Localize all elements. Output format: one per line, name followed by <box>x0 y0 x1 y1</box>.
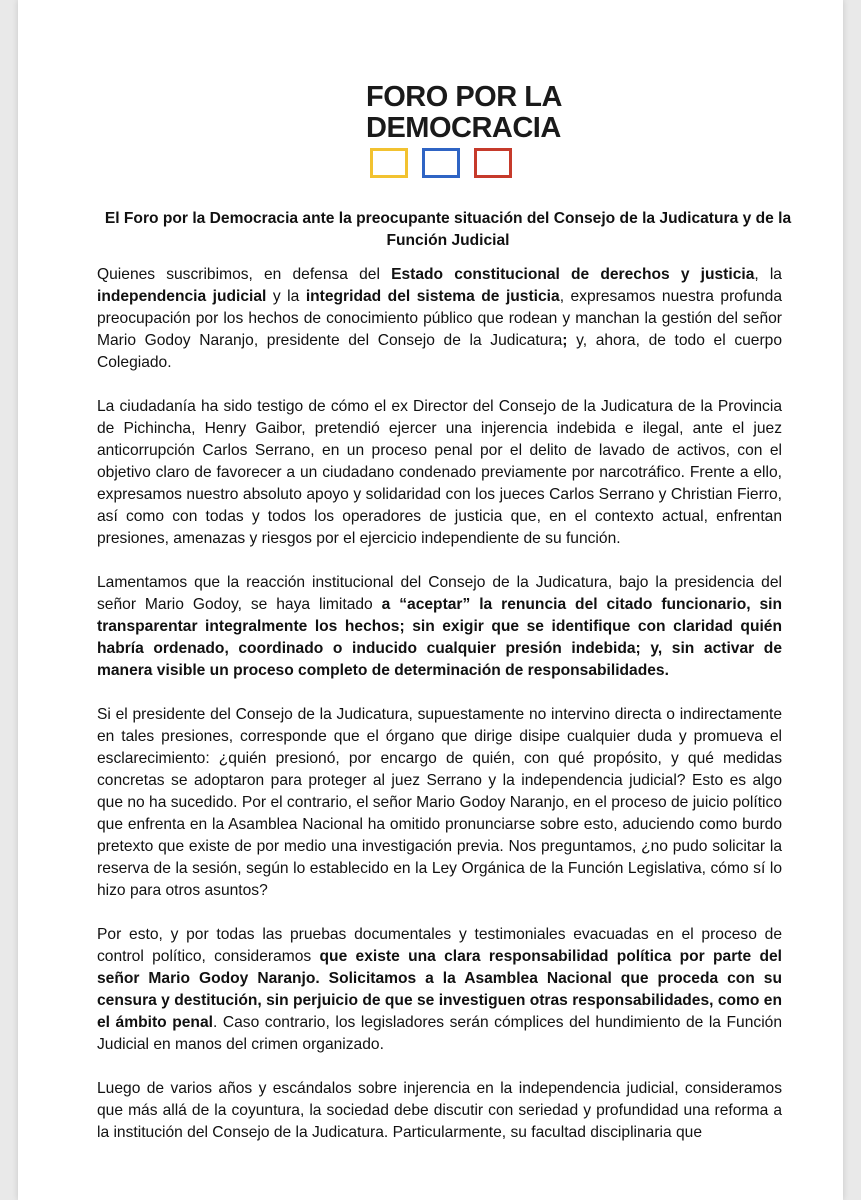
paragraph-6: Luego de varios años y escándalos sobre injerencia en la independencia judicial, consideramos que más allá de la coyuntura, la sociedad debe discutir con seriedad y profundidad una reforma a la institución del Consejo de la Judicatura. Particularmente, su facultad disciplinaria que <box>97 1080 782 1141</box>
p5-text-2: . Caso contrario, los legisladores serán cómplices del hundimiento de la Función Judicial en manos del crimen organizado. <box>97 1014 783 1053</box>
p1-bold-4: ; <box>562 332 568 349</box>
p3-text-1: Lamentamos que la reacción institucional del Consejo de la Judicatura, bajo la presidencia del señor Mario Godoy, se haya limitado <box>97 574 782 613</box>
p1-bold-2: independencia judicial <box>97 288 267 305</box>
p1-bold-1: Estado constitucional de derechos y justicia <box>391 266 755 283</box>
p1-text-4: , expresamos nuestra profunda preocupación por los hechos de conocimiento público que rodean y manchan la gestión del señor Mario Godoy Naranjo, presidente del Consejo de la Judicatura <box>97 288 782 349</box>
p1-text-1: Quienes suscribimos, en defensa del <box>97 266 392 283</box>
paragraph-3 <box>97 572 782 682</box>
paragraph-4: Si el presidente del Consejo de la Judicatura, supuestamente no intervino directa o indirectamente en tales presiones, corresponde que el órgano que dirige disipe cualquier duda y promueva el esclarecimiento: ¿quién presionó, por encargo de quién, con qué propósito, y qué medidas concretas se adoptaron para proteger al juez Serrano y la independencia judicial? Esto es algo que no ha sucedido. Por el contrario, el señor Mario Godoy Naranjo, en el proceso de juicio político que enfrenta en la Asamblea Nacional ha omitido pronunciarse sobre esto, aduciendo como burdo pretexto que existe de por medio una investigación previa. Nos preguntamos, ¿no pudo solicitar la reserva de la sesión, según lo establecido en la Ley Orgánica de la Función Legislativa, cómo sí lo hizo para otros asuntos? <box>97 706 782 899</box>
logo-line-2: DEMOCRACIA <box>366 112 561 144</box>
p1-text-2: , la <box>754 266 782 283</box>
p1-text-5: y, ahora, de todo el cuerpo Colegiado. <box>97 332 782 371</box>
logo-color-boxes <box>370 148 520 180</box>
logo-box-red <box>474 148 512 178</box>
paragraph-2: La ciudadanía ha sido testigo de cómo el ex Director del Consejo de la Judicatura de la Provincia de Pichincha, Henry Gaibor, pretendió ejercer una injerencia indebida e ilegal, ante el juez anticorrupción Carlos Serrano, en un proceso penal por el delito de lavado de activos, con el objetivo claro de favorecer a un ciudadano condenado previamente por narcotráfico. Frente a ello, expresamos nuestro absoluto apoyo y solidaridad con los jueces Carlos Serrano y Christian Fierro, así como con todas y todos los operadores de justicia que, en el contexto actual, enfrentan presiones, amenazas y riesgos por el ejercicio independiente de su función. <box>97 398 782 547</box>
p3-bold-1: a “aceptar” la renuncia del citado funcionario, sin transparentar integralmente los hechos; sin exigir que se identifique con claridad quién habría ordenado, coordinado o inducido cualquier presión indebida; y, sin activar de manera visible un proceso completo de determinación de responsabilidades. <box>97 596 783 679</box>
foro-logo <box>366 81 562 144</box>
document-body <box>97 264 782 1166</box>
logo-box-yellow <box>370 148 408 178</box>
p5-bold-1: que existe una clara responsabilidad política por parte del señor Mario Godoy Naranjo. Solicitamos a la Asamblea Nacional que proceda con su censura y destitución, sin perjuicio de que se investiguen otras responsabilidades, como en el ámbito penal <box>97 948 782 1031</box>
paragraph-5 <box>97 924 782 1056</box>
p5-text-1: Por esto, y por todas las pruebas documentales y testimoniales evacuadas en el proceso de control político, consideramos <box>97 926 782 965</box>
logo-box-blue <box>422 148 460 178</box>
document-title: El Foro por la Democracia ante la preocupante situación del Consejo de la Judicatura y de la Función Judicial <box>104 210 792 249</box>
document-page <box>18 0 843 1200</box>
paragraph-1 <box>97 264 782 374</box>
logo-line-1: FORO POR LA <box>366 81 562 113</box>
p1-text-3: y la <box>266 288 306 305</box>
p1-bold-3: integridad del sistema de justicia <box>305 288 560 305</box>
